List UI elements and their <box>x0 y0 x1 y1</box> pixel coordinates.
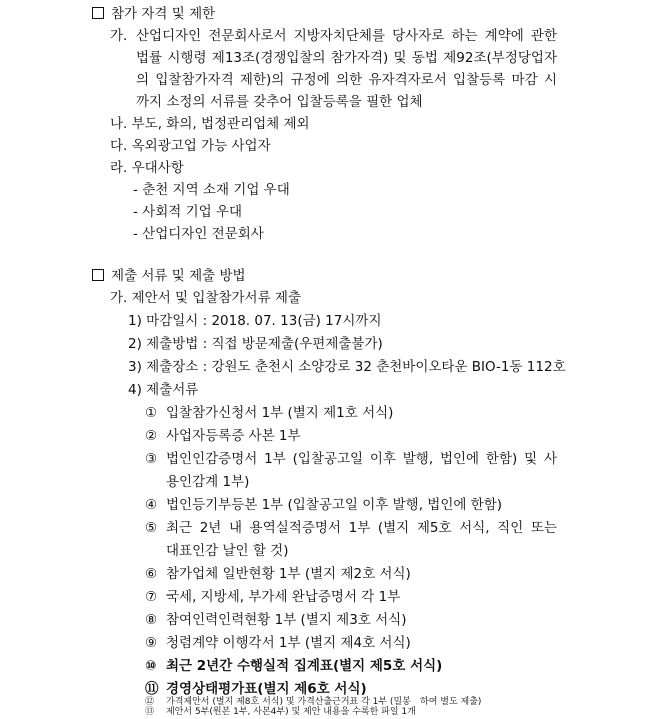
item-da: 다. 옥외광고업 가능 사업자 <box>110 138 271 154</box>
section2-heading: 제출 서류 및 제출 방법 <box>111 268 246 284</box>
doc-text-9: 청렴계약 이행각서 1부 (별지 제4호 서식) <box>166 635 411 651</box>
doc-text-3-line-2: 용인감계 1부) <box>166 474 250 490</box>
doc-num-4: ④ <box>145 497 158 513</box>
item-ga-line-4: 까지 소정의 서류를 갖추어 입찰등록을 필한 업체 <box>136 94 423 110</box>
detail-place: 3) 제출장소 : 강원도 춘천시 소양강로 32 춘천바이오타운 BIO-1동 112호 <box>128 359 566 375</box>
doc-num-12: ⑫ <box>145 697 155 707</box>
doc-text-8: 참여인력인력현황 1부 (별지 제3호 서식) <box>166 612 407 628</box>
doc-text-11: 경영상태평가표(별지 제6호 서식) <box>166 681 367 697</box>
doc-num-2: ② <box>145 428 158 444</box>
item-ga-line-3: 의 입찰참가자격 제한)의 규정에 의한 유자격자로서 입찰등록 마감 시 <box>136 72 557 88</box>
doc-text-12-line-2: 하여 별도 제출) <box>420 697 482 707</box>
doc-num-9: ⑨ <box>145 635 158 651</box>
doc-num-10: ⑩ <box>145 658 157 674</box>
item-na: 나. 부도, 화의, 법정관리업체 제외 <box>110 116 310 132</box>
item-ga-line-2: 법률 시행령 제13조(경쟁입찰의 참가자격) 및 동법 제92조(부정당업자 <box>136 50 557 66</box>
doc-text-7: 국세, 지방세, 부가세 완납증명서 각 1부 <box>166 589 401 605</box>
preference-item-1: - 춘천 지역 소재 기업 우대 <box>133 182 290 198</box>
square-bullet-icon <box>92 7 104 19</box>
doc-num-5: ⑤ <box>145 520 158 536</box>
doc-text-4: 법인등기부등본 1부 (입찰공고일 이후 발행, 법인에 한함) <box>166 497 503 513</box>
doc-text-12-line-1: 가격제안서 (별지 제8호 서식) 및 가격산출근거표 각 1부 (밀봉 <box>166 697 411 707</box>
doc-text-5-line-2: 대표인감 날인 할 것) <box>166 543 289 559</box>
item-submission: 가. 제안서 및 입찰참가서류 제출 <box>110 290 301 306</box>
item-ga-marker: 가. <box>110 28 128 44</box>
preference-item-2: - 사회적 기업 우대 <box>133 204 243 220</box>
detail-deadline: 1) 마감일시 : 2018. 07. 13(금) 17시까지 <box>128 313 382 329</box>
doc-text-3-line-1: 법인인감증명서 1부 (입찰공고일 이후 발행, 법인에 한함) 및 사 <box>166 451 557 467</box>
doc-text-10: 최근 2년간 수행실적 집계표(별지 제5호 서식) <box>166 658 443 674</box>
doc-num-6: ⑥ <box>145 566 158 582</box>
doc-text-13: 제안서 5부(원본 1부, 사본4부) 및 제안 내용을 수록한 파일 1개 <box>166 707 416 717</box>
item-ra: 라. 우대사항 <box>110 160 184 176</box>
doc-text-6: 참가업체 일반현황 1부 (별지 제2호 서식) <box>166 566 411 582</box>
section1-heading-line <box>92 3 215 25</box>
square-bullet-icon <box>92 269 104 281</box>
doc-text-2: 사업자등록증 사본 1부 <box>166 428 301 444</box>
detail-documents: 4) 제출서류 <box>128 382 199 398</box>
doc-num-11: ⑪ <box>145 681 159 697</box>
doc-num-13: ⑬ <box>145 707 155 717</box>
doc-text-1: 입찰참가신청서 1부 (별지 제1호 서식) <box>166 405 394 421</box>
detail-method: 2) 제출방법 : 직접 방문제출(우편제출불가) <box>128 336 383 352</box>
doc-num-8: ⑧ <box>145 612 158 628</box>
doc-num-7: ⑦ <box>145 589 158 605</box>
doc-num-1: ① <box>145 405 158 421</box>
doc-num-3: ③ <box>145 451 158 467</box>
preference-item-3: - 산업디자인 전문회사 <box>133 226 264 242</box>
section1-heading: 참가 자격 및 제한 <box>111 6 216 22</box>
item-ga-line-1: 산업디자인 전문회사로서 지방자치단체를 당사자로 하는 계약에 관한 <box>136 28 557 44</box>
section2-heading-line <box>92 265 246 287</box>
doc-text-5-line-1: 최근 2년 내 용역실적증명서 1부 (별지 제5호 서식, 직인 또는 <box>166 520 557 536</box>
